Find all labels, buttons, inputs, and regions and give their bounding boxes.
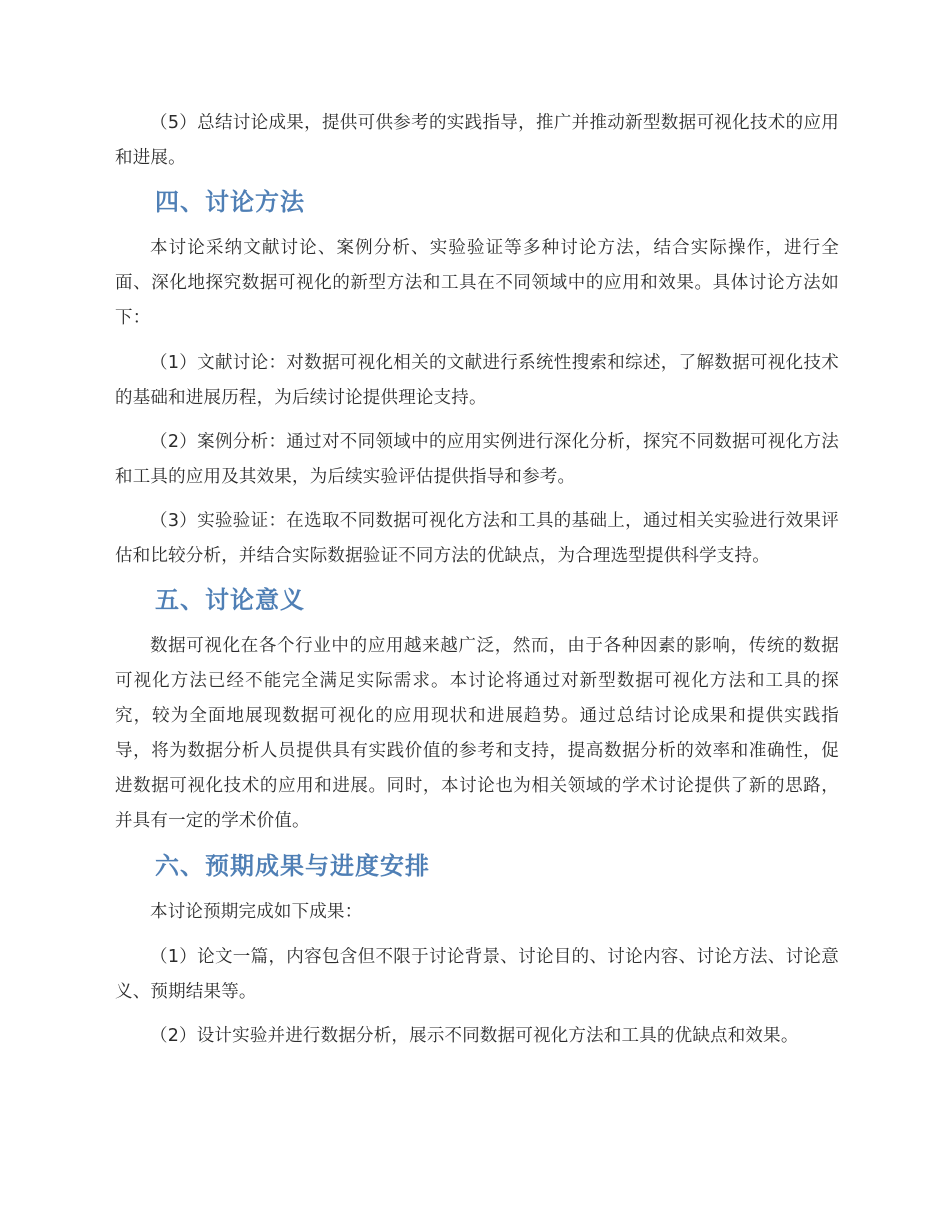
list-item-paper: （1）论文一篇，内容包含但不限于讨论背景、讨论目的、讨论内容、讨论方法、讨论意义、预期结果等。 (115, 947, 839, 1002)
list-item-summary: （5）总结讨论成果，提供可供参考的实践指导，推广并推动新型数据可视化技术的应用和进展。 (115, 113, 839, 168)
document-page (115, 106, 839, 1063)
section-heading-significance: 五、讨论意义 (155, 586, 305, 614)
paragraph-outcomes-intro: 本讨论预期完成如下成果： (150, 902, 363, 922)
paragraph-significance: 数据可视化在各个行业中的应用越来越广泛，然而，由于各种因素的影响，传统的数据可视化方法已经不能完全满足实际需求。本讨论将通过对新型数据可视化方法和工具的探究，较为全面地展现数据可视化的应用现状和进展趋势。通过总结讨论成果和提供实践指导，将为数据分析人员提供具有实践价值的参考和支持，提高数据分析的效率和准确性，促进数据可视化技术的应用和进展。同时，本讨论也为相关领域的学术讨论提供了新的思路，并具有一定的学术价值。 (115, 636, 839, 831)
list-item-experiment-design: （2）设计实验并进行数据分析，展示不同数据可视化方法和工具的优缺点和效果。 (150, 1026, 799, 1046)
list-item-experiment: （3）实验验证：在选取不同数据可视化方法和工具的基础上，通过相关实验进行效果评估和比较分析，并结合实际数据验证不同方法的优缺点，为合理选型提供科学支持。 (115, 511, 839, 566)
section-heading-outcomes: 六、预期成果与进度安排 (155, 852, 430, 880)
paragraph-methods-intro: 本讨论采纳文献讨论、案例分析、实验验证等多种讨论方法，结合实际操作，进行全面、深化地探究数据可视化的新型方法和工具在不同领域中的应用和效果。具体讨论方法如下： (115, 238, 839, 328)
section-heading-methods: 四、讨论方法 (155, 188, 305, 216)
list-item-case-analysis: （2）案例分析：通过对不同领域中的应用实例进行深化分析，探究不同数据可视化方法和工具的应用及其效果，为后续实验评估提供指导和参考。 (115, 432, 839, 487)
list-item-literature: （1）文献讨论：对数据可视化相关的文献进行系统性搜索和综述，了解数据可视化技术的基础和进展历程，为后续讨论提供理论支持。 (115, 353, 839, 408)
